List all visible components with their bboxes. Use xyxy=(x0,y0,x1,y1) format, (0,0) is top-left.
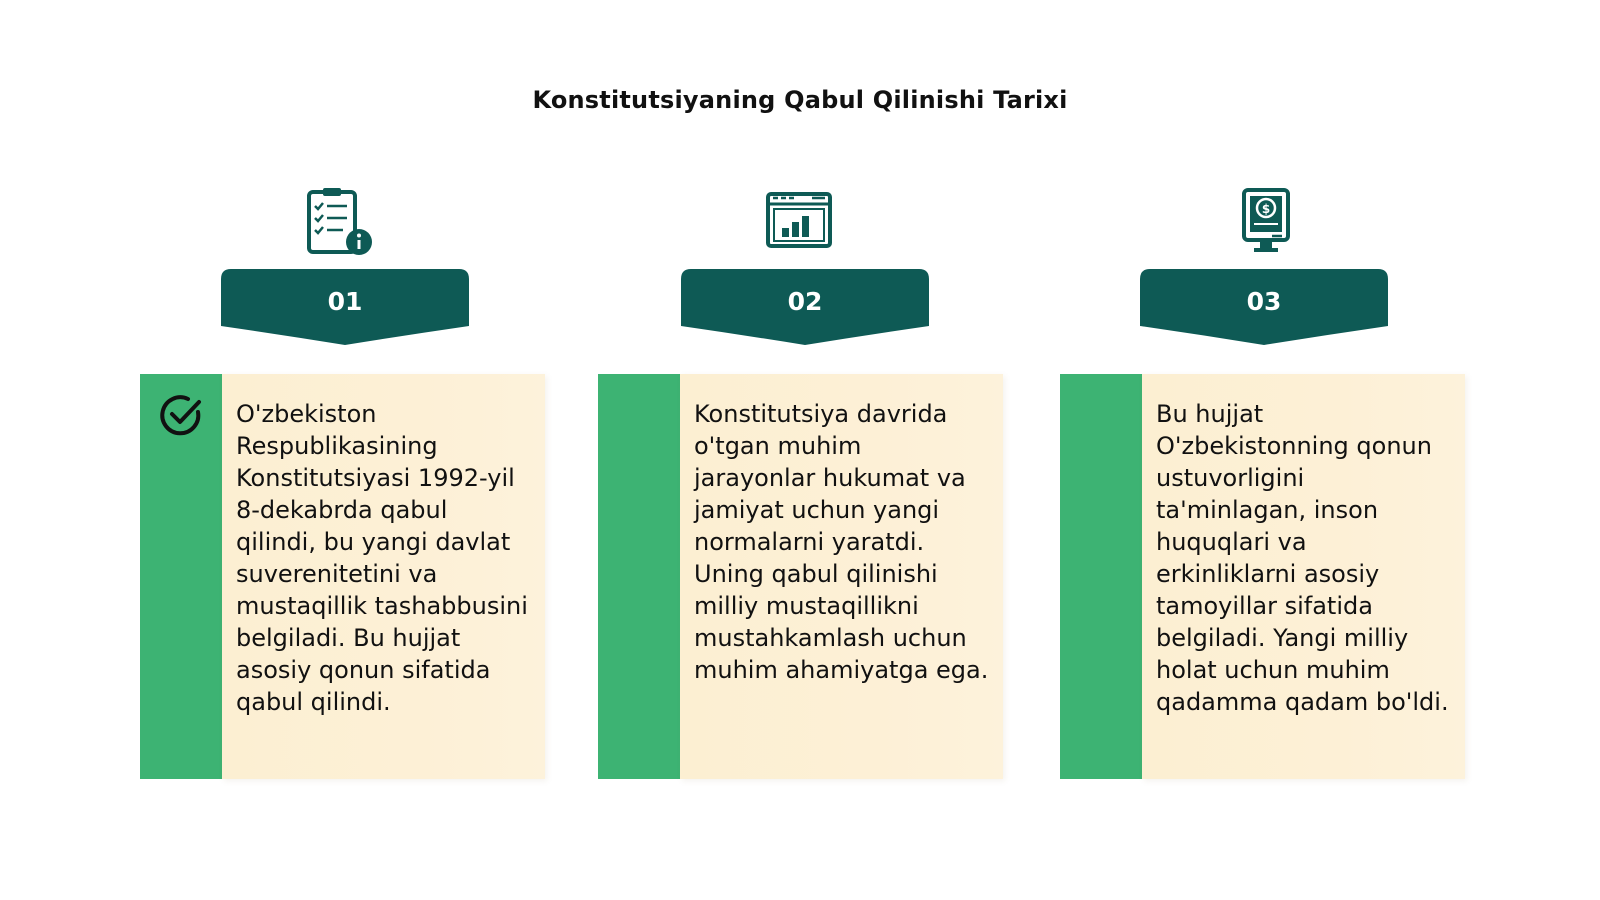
card-body xyxy=(222,374,545,779)
step-card xyxy=(1060,374,1465,779)
monitor-dollar-icon xyxy=(1236,186,1308,258)
step-number: 01 xyxy=(327,287,363,316)
card-accent-strip xyxy=(598,374,680,779)
check-circle-icon xyxy=(158,392,204,438)
svg-text:$: $ xyxy=(1261,202,1271,216)
step-column-3 xyxy=(1060,0,1470,900)
step-number-badge xyxy=(1140,269,1388,347)
step-number: 03 xyxy=(1246,287,1282,316)
card-body xyxy=(1142,374,1465,779)
clipboard-checklist-info-icon xyxy=(303,186,375,258)
step-card xyxy=(598,374,1003,779)
step-description: Bu hujjat O'zbekistonning qonun ustuvorligini ta'minlagan, inson huquqlari va erkinliklarni asosiy tamoyillar sifatida belgiladi. Yangi milliy holat uchun muhim qadamma qadam bo'ldi. xyxy=(1156,400,1449,716)
step-number-badge xyxy=(221,269,469,347)
card-accent-strip xyxy=(140,374,222,779)
step-number-badge xyxy=(681,269,929,347)
step-column-1 xyxy=(140,0,550,900)
step-description: Konstitutsiya davrida o'tgan muhim jarayonlar hukumat va jamiyat uchun yangi normalarni yaratdi. Uning qabul qilinishi milliy mustaqillikni mustahkamlash uchun muhim ahamiyatga ega. xyxy=(694,400,989,684)
step-column-2 xyxy=(598,0,1008,900)
card-accent-strip xyxy=(1060,374,1142,779)
step-card xyxy=(140,374,545,779)
page-title: Konstitutsiyaning Qabul Qilinishi Tarixi xyxy=(532,86,1068,114)
step-number: 02 xyxy=(787,287,823,316)
card-body xyxy=(680,374,1003,779)
step-description: O'zbekiston Respublikasining Konstitutsiyasi 1992-yil 8-dekabrda qabul qilindi, bu yangi davlat suverenitetini va mustaqillik tashabbusini belgiladi. Bu hujjat asosiy qonun sifatida qabul qilindi. xyxy=(236,400,528,716)
browser-bar-chart-icon xyxy=(764,186,836,258)
